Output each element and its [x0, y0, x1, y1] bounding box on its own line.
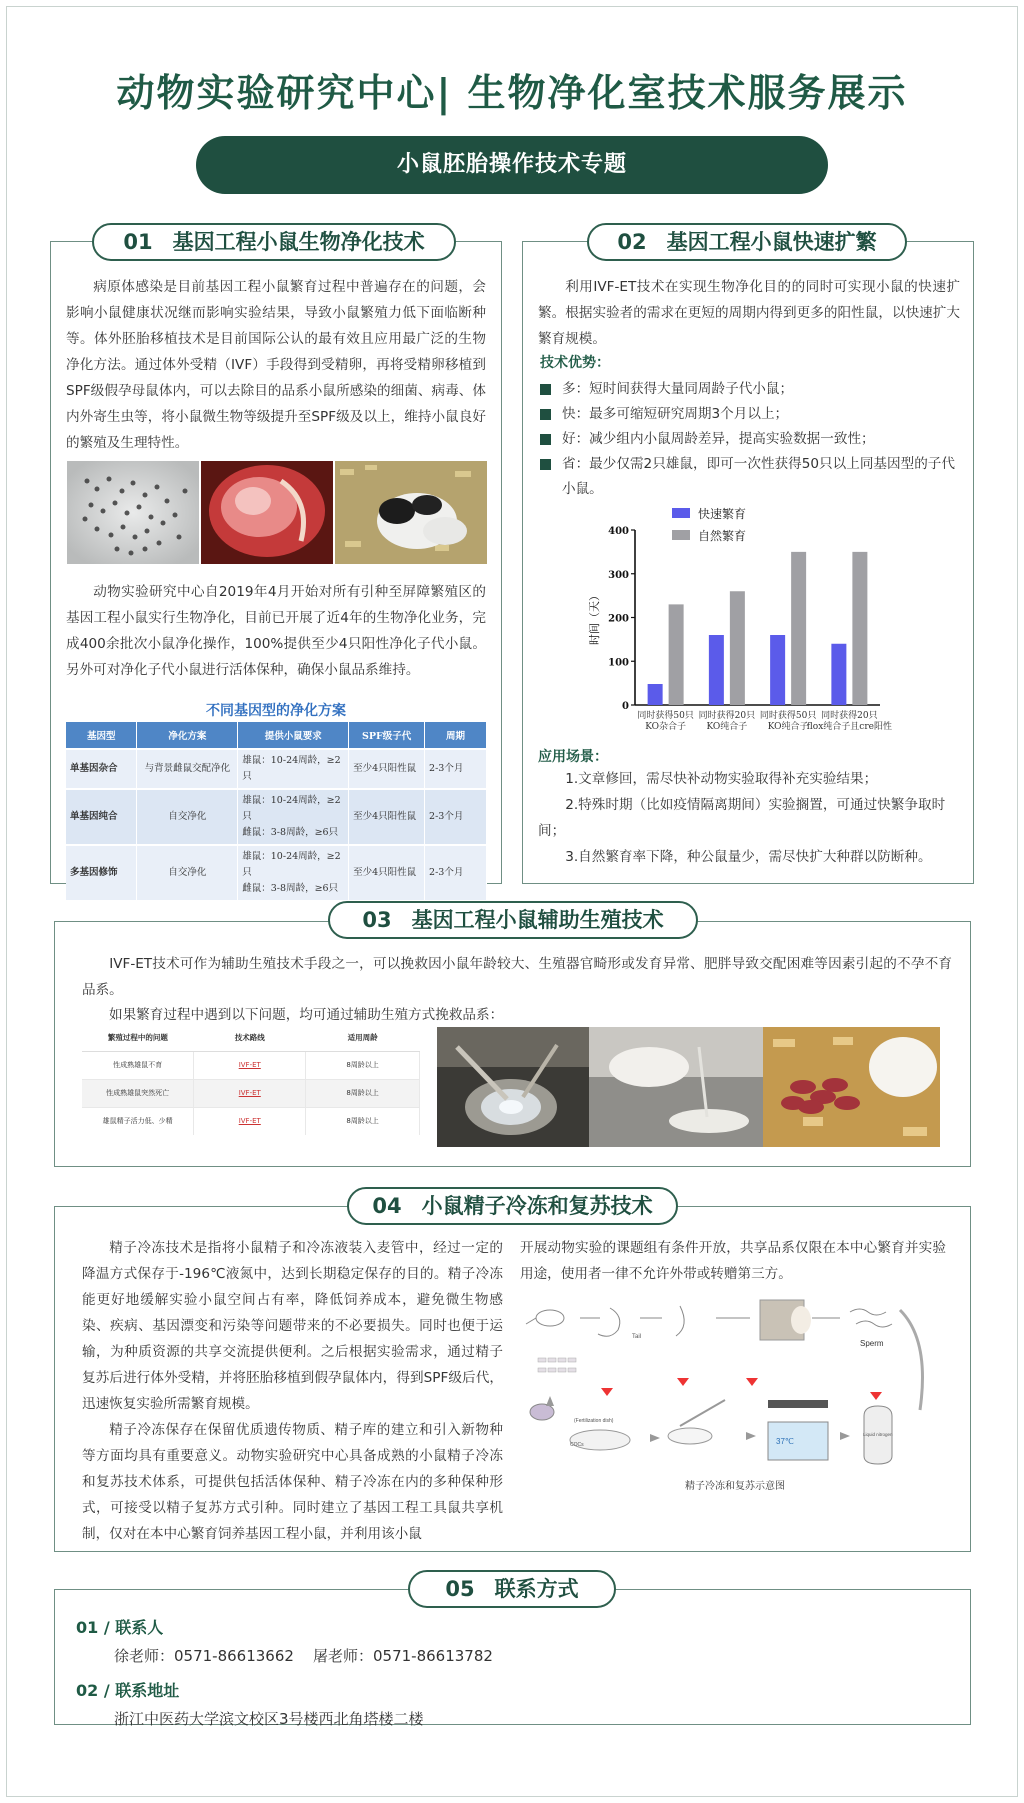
x-tick-label: KO纯合子	[767, 722, 809, 732]
list-item: 1.文章修回，需尽快补动物实验取得补充实验结果；	[565, 771, 878, 787]
purify-cell: 至少4只阳性鼠	[349, 845, 425, 900]
bar-natural	[791, 552, 806, 705]
purify-cell	[238, 845, 349, 900]
contact-person-heading: 01 / 联系人	[76, 1618, 164, 1637]
cocs-label: COCs	[570, 1442, 584, 1448]
section-3-heading: 基因工程小鼠辅助生殖技术	[411, 908, 664, 932]
contact-address-text: 浙江中医药大学滨文校区3号楼西北角塔楼二楼	[114, 1710, 424, 1728]
purify-cell: 多基因修饰	[66, 845, 137, 900]
advantage-text: 快：最多可缩短研究周期3个月以上；	[562, 406, 789, 422]
bar-fast	[770, 635, 785, 705]
x-tick-label: 同时获得50只	[759, 711, 817, 721]
section-2-number: 02	[617, 230, 647, 254]
table-row	[66, 749, 487, 789]
section-1-para-1	[66, 274, 486, 456]
contact-person-text: 徐老师：0571-86613662 屠老师：0571-86613782	[114, 1647, 493, 1665]
diagram-caption: 精子冷冻和复苏示意图	[685, 1481, 785, 1492]
aux-header-age: 适用周龄	[306, 1025, 420, 1051]
x-tick-label: KO纯合子	[706, 722, 748, 732]
applications-title: 应用场景：	[538, 749, 608, 765]
topic-banner: 小鼠胚胎操作技术专题	[196, 136, 828, 194]
list-item	[540, 427, 964, 452]
legend-swatch	[672, 530, 690, 540]
purify-cell: 单基因杂合	[66, 749, 137, 789]
ivf-petri-photo	[437, 1027, 589, 1147]
list-item	[540, 402, 964, 427]
list-item: 3.自然繁育率下降，种公鼠量少，需尽快扩大种群以防断种。	[565, 849, 932, 865]
aux-cell: IVF-ET	[194, 1079, 306, 1107]
sperm-freezing-diagram	[520, 1296, 950, 1494]
section-1-number: 01	[123, 230, 153, 254]
purify-header-genotype: 基因型	[66, 722, 137, 749]
ln2-label: Liquid nitrogen	[863, 1432, 893, 1437]
section-1-para-1-text: 病原体感染是目前基因工程小鼠繁育过程中普遍存在的问题，会影响小鼠健康状况继而影响实验结果，导致小鼠繁殖力低下面临断种等。体外胚胎移植技术是目前国际公认的最有效且应用最广泛的生物净化方法。通过体外受精（IVF）手段得到受精卵，再将受精卵移植到SPF级假孕母鼠体内，可以去除目的品系小鼠所感染的细菌、病毒、体内外寄生虫等，将小鼠微生物等级提升至SPF级及以上，维持小鼠良好的繁殖及生理特性。	[66, 279, 486, 451]
y-tick-label: 0	[622, 701, 629, 712]
legend-label: 快速繁育	[698, 507, 747, 521]
section-4-para-2-text: 精子冷冻保存在保留优质遗传物质、精子库的建立和引入新物种等方面均具有重要意义。动物实验研究中心具备成熟的小鼠精子冷冻和复苏技术体系，可提供包括活体保种、精子冷冻在内的多种保种形式，可接受以精子复苏方式引种。同时建立了基因工程工具鼠共享机制，仅对在本中心繁育饲养基因工程小鼠，并利用该小鼠	[82, 1422, 503, 1542]
bar-fast	[709, 635, 724, 705]
tissue-shape	[791, 1306, 811, 1334]
section-1-heading: 基因工程小鼠生物净化技术	[172, 230, 425, 254]
bar-fast	[648, 684, 663, 705]
section-3-title	[328, 901, 698, 939]
purify-cell: 单基因纯合	[66, 789, 137, 845]
y-tick-label: 400	[608, 526, 629, 537]
bar-natural	[669, 604, 684, 705]
table-row	[82, 1079, 420, 1107]
advantages-list	[540, 377, 964, 502]
legend-swatch	[672, 508, 690, 518]
aux-header-route: 技术路线	[194, 1025, 306, 1051]
purify-cell: 自交净化	[137, 789, 238, 845]
purify-header-requirement: 提供小鼠要求	[238, 722, 349, 749]
mice-cage-photo	[335, 461, 487, 564]
table-row	[66, 845, 487, 900]
purify-cell: 与背景雌鼠交配净化	[137, 749, 238, 789]
requirement-line: 雄鼠：10-24周龄，≥2只	[242, 755, 341, 782]
y-tick-label: 300	[608, 569, 629, 581]
purify-header-cycle: 周期	[425, 722, 487, 749]
requirement-line: 雌鼠：3-8周龄，≥6只	[242, 883, 339, 894]
aux-cell: 8周龄以上	[306, 1079, 420, 1107]
tail-label: Tail	[632, 1334, 642, 1340]
aux-cell: IVF-ET	[194, 1051, 306, 1079]
x-tick-label: flox纯合子且cre阳性	[806, 722, 892, 732]
x-tick-label: 同时获得20只	[698, 711, 756, 721]
advantage-text: 省：最少仅需2只雄鼠，即可一次性获得50只以上同基因型的子代小鼠。	[562, 456, 955, 497]
purify-cell	[238, 749, 349, 789]
x-tick-label: 同时获得50只	[637, 711, 694, 721]
applications-list	[538, 766, 960, 870]
list-item	[540, 452, 964, 502]
section-1-para-2	[66, 579, 486, 683]
purify-cell: 至少4只阳性鼠	[349, 749, 425, 789]
advantages-title: 技术优势：	[540, 355, 610, 371]
advantage-text: 好：减少组内小鼠周龄差异，提高实验数据一致性；	[562, 431, 875, 447]
x-tick-label: KO杂合子	[645, 722, 687, 732]
section-3-para-2: 如果繁育过程中遇到以下问题，均可通过辅助生殖方式挽救品系：	[109, 1007, 504, 1023]
purify-cell: 2-3个月	[425, 789, 487, 845]
table-row	[82, 1051, 420, 1079]
sperm-label: Sperm	[860, 1339, 884, 1348]
requirement-line: 雄鼠：10-24周龄，≥2只	[242, 851, 341, 878]
list-item	[540, 377, 964, 402]
aux-cell: 性成熟雄鼠不育	[82, 1051, 194, 1079]
fertilization-dish-label: (Fertilization dish)	[574, 1418, 614, 1424]
x-tick-label: 同时获得20只	[821, 711, 878, 721]
y-tick-label: 100	[608, 657, 629, 669]
section-1-title	[92, 223, 456, 261]
list-item: 2.特殊时期（比如疫情隔离期间）实验搁置，可通过快繁争取时间；	[538, 797, 946, 839]
section-2-intro-text: 利用IVF-ET技术在实现生物净化目的的同时可实现小鼠的快速扩繁。根据实验者的需求在更短的周期内得到更多的阳性鼠，以快速扩大繁育规模。	[538, 279, 960, 347]
purify-cell	[238, 789, 349, 845]
section-1-para-2-text: 动物实验研究中心自2019年4月开始对所有引种至屏障繁殖区的基因工程小鼠实行生物净化，目前已开展了近4年的生物净化业务，完成400余批次小鼠净化操作，100%提供至少4只阳性净化子代小鼠。另外可对净化子代小鼠进行活体保种，确保小鼠品系维持。	[66, 584, 486, 678]
embryo-photo	[67, 461, 199, 564]
table-row	[66, 789, 487, 845]
requirement-line: 雌鼠：3-8周龄，≥6只	[242, 827, 339, 838]
section-3-para-1-text: IVF-ET技术可作为辅助生殖技术手段之一，可以挽救因小鼠年龄较大、生殖器官畸形或发育异常、肥胖导致交配困难等因素引起的不孕不育品系。	[82, 956, 952, 998]
mouse-icon	[536, 1310, 564, 1326]
assisted-repro-table	[82, 1025, 420, 1135]
mouse-surgery-photo	[589, 1027, 763, 1147]
bullet-square-icon	[540, 459, 551, 470]
section-4-para-1	[82, 1235, 503, 1547]
purify-cell: 2-3个月	[425, 749, 487, 789]
section-4-title	[347, 1187, 678, 1225]
legend-label: 自然繁育	[698, 529, 747, 543]
section-4-para-1-text: 精子冷冻技术是指将小鼠精子和冷冻液装入麦管中，经过一定的降温方式保存于-196℃液氮中，达到长期稳定保存的目的。精子冷冻能更好地缓解实验小鼠空间占有率，降低饲养成本，避免微生物感染、疾病、基因漂变和污染等问题带来的不必要损失。同时也便于运输，为种质资源的共享交流提供便利。之后根据实验需求，通过精子复苏后进行体外受精，并将胚胎移植到假孕鼠体内，得到SPF级后代，迅速恢复实验所需繁育规模。	[82, 1240, 503, 1412]
purify-cell: 至少4只阳性鼠	[349, 789, 425, 845]
temperature-label: 37℃	[776, 1437, 794, 1446]
section-4-para-3	[520, 1235, 946, 1287]
advantage-text: 多：短时间获得大量同周龄子代小鼠；	[562, 381, 794, 397]
bullet-square-icon	[540, 409, 551, 420]
purify-header-spf: SPF级子代	[349, 722, 425, 749]
section-5-number: 05	[445, 1577, 475, 1601]
section-3-number: 03	[362, 908, 392, 932]
purify-cell: 2-3个月	[425, 845, 487, 900]
section-2-title	[587, 223, 907, 261]
aux-cell: IVF-ET	[194, 1107, 306, 1135]
bar-natural	[852, 552, 867, 705]
purify-header-plan: 净化方案	[137, 722, 238, 749]
aux-cell: 性成熟雄鼠突然死亡	[82, 1079, 194, 1107]
section-4-number: 04	[372, 1194, 402, 1218]
page-title: 动物实验研究中心| 生物净化室技术服务展示	[116, 71, 908, 115]
purify-table	[66, 722, 487, 900]
bullet-square-icon	[540, 434, 551, 445]
contact-address-heading: 02 / 联系地址	[76, 1681, 180, 1700]
y-tick-label: 200	[608, 613, 629, 625]
section-5-title	[408, 1570, 616, 1608]
surgery-photo	[201, 461, 333, 564]
purify-cell: 自交净化	[137, 845, 238, 900]
table-row	[82, 1107, 420, 1135]
section-2-heading: 基因工程小鼠快速扩繁	[666, 230, 877, 254]
bar-fast	[831, 644, 846, 705]
aux-header-problem: 繁殖过程中的问题	[82, 1025, 194, 1051]
aux-cell: 雄鼠精子活力低、少精	[82, 1107, 194, 1135]
aux-cell: 8周龄以上	[306, 1107, 420, 1135]
section-4-heading: 小鼠精子冷冻和复苏技术	[421, 1194, 653, 1218]
y-axis-label: 时间（天）	[588, 590, 601, 645]
section-2-intro	[538, 274, 960, 352]
aux-cell: 8周龄以上	[306, 1051, 420, 1079]
section-3-para-1	[82, 951, 952, 1003]
requirement-line: 雄鼠：10-24周龄，≥2只	[242, 795, 341, 822]
section-5-heading: 联系方式	[494, 1577, 579, 1601]
bullet-square-icon	[540, 384, 551, 395]
purify-table-title: 不同基因型的净化方案	[206, 703, 346, 719]
pups-photo	[763, 1027, 940, 1147]
section-4-para-3-text: 开展动物实验的课题组有条件开放，共享品系仅限在本中心繁育并实验用途，使用者一律不允许外带或转赠第三方。	[520, 1240, 946, 1282]
bar-natural	[730, 591, 745, 705]
breeding-time-chart	[580, 500, 920, 745]
